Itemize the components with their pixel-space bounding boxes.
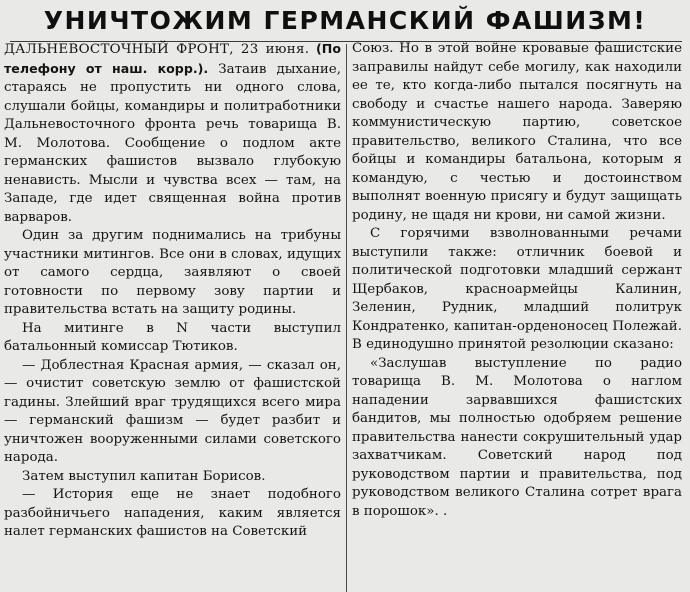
dateline: ДАЛЬНЕВОСТОЧНЫЙ ФРОНТ, 23 июня. [4,42,310,57]
resolution-quote: «Заслушав выступление по радио товарища В. М. Молотова о наглом нападении зарвавшихся фашистских бандитов, мы полностью одобряем решение правительства нанести сокрушительный удар захватчикам. Советский народ под руководством партии и правительства, под руководством великого Сталина сотрет врага в порошок». . [352,355,682,519]
article-column-left [4,40,341,592]
article-paragraph: С горячими взволнованными речами выступили также: отличник боевой и политической подготовки младший сержант Щербаков, красноармейцы Калинин, Зеленин, Рудник, младший политрук Кондратенко, капитан-орденоносец Полежай. В единодушно принятой резолюции сказано: [352,226,682,352]
headline: УНИЧТОЖИМ ГЕРМАНСКИЙ ФАШИЗМ! [43,6,647,35]
article-paragraph: — Доблестная Красная армия, — сказал он, — очистит советскую землю от фашистской гадины. Злейший враг трудящихся всего мира — германский фашизм — будет разбит и уничтожен вооруженными силами советского народа. [4,357,341,465]
article-paragraph: Один за другим поднимались на трибуны участники митингов. Все они в словах, идущих от самого сердца, заявляют о своей готовности по первому зову партии и правительства встать на защиту родины. [4,228,341,317]
article-paragraph: На митинге в N части выступил батальонный комиссар Тютиков. [4,320,341,354]
article-paragraph: — История еще не знает подобного разбойничьего нападения, каким является налет германских фашистов на Советский [4,487,341,539]
correspondent-credit: (По телефону от наш. корр.). [4,41,341,76]
column-divider [346,44,347,592]
paragraph-text: Затаив дыхание, стараясь не пропустить ни одного слова, слушали бойцы, командиры и политработники Дальневосточного фронта речь товарища В. М. Молотова. Сообщение о подлом акте германских фашистов вызвало глубокую ненависть. Мысли и чувства всех — там, на Западе, где идет священная война против варваров. [4,61,341,225]
article-paragraph: Союз. Но в этой войне кровавые фашистские заправилы найдут себе могилу, как находили ее те, кто когда-либо пытался посягнуть на свободу и счастье нашего народа. Заверяю коммунистическую партию, советское правительство, великого Сталина, что все бойцы и командиры батальона, которым я командую, с честью и достоинством выполнят военную присягу и будут защищать родину, не щадя ни крови, ни самой жизни. [352,41,682,223]
article-lead-paragraph [4,40,341,227]
article-column-right [352,40,682,592]
article-paragraph: Затем выступил капитан Борисов. [22,468,266,484]
